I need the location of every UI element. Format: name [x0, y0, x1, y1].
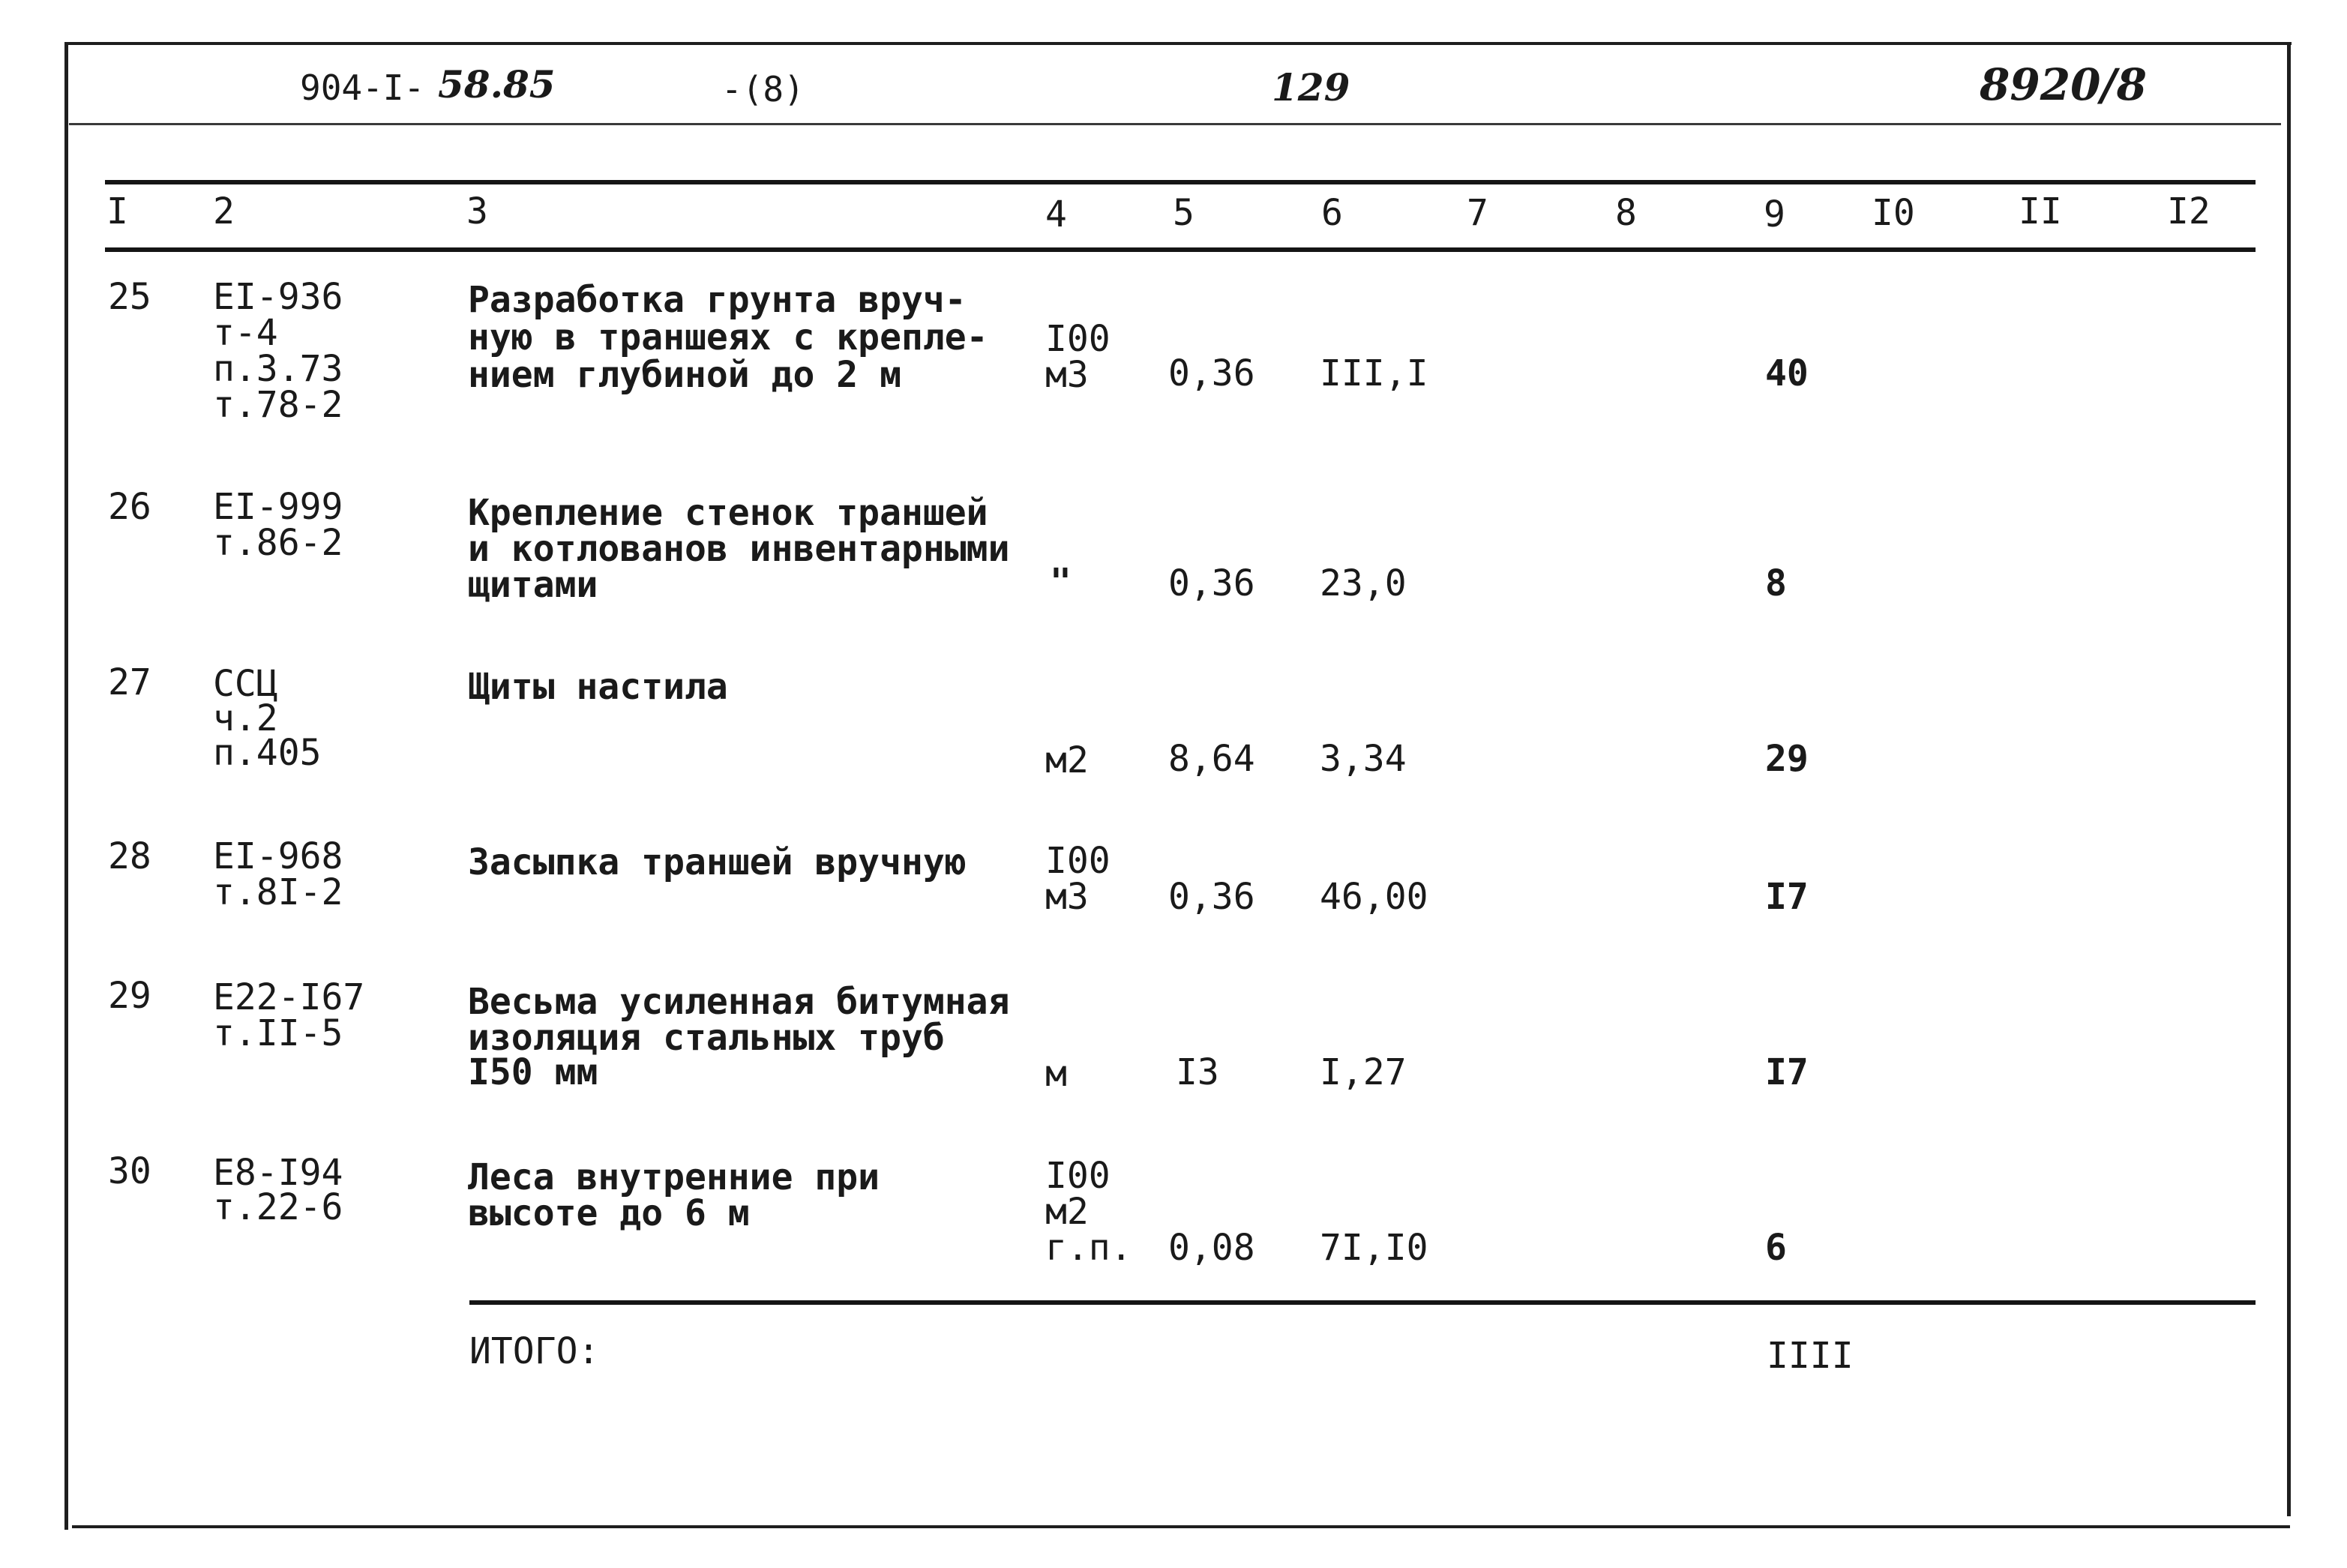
column-header-2: 2: [213, 190, 235, 232]
column-header-11: II: [2019, 190, 2062, 232]
work-name: Щиты настила: [468, 666, 728, 708]
total-cost: I7: [1765, 1051, 1809, 1093]
price-code: т.II-5: [213, 1012, 343, 1054]
total-cost: I7: [1765, 876, 1809, 918]
unit: ": [1050, 561, 1072, 603]
page-frame-bottom: [72, 1525, 2290, 1528]
unit-price: III,I: [1320, 352, 1428, 394]
column-header-4: 4: [1045, 193, 1067, 235]
unit: м: [1045, 1053, 1067, 1095]
price-code: EI-999: [213, 486, 343, 528]
header-divider: [69, 123, 2281, 125]
total-rule: [469, 1300, 2256, 1305]
column-header-3: 3: [466, 190, 488, 232]
total-cost: 40: [1765, 352, 1809, 394]
unit-price: 23,0: [1320, 562, 1407, 604]
work-name: I50 мм: [468, 1051, 598, 1093]
work-name: щитами: [468, 564, 598, 606]
unit-price: 7I,I0: [1320, 1227, 1428, 1269]
total-label: ИТОГО:: [469, 1330, 600, 1372]
unit: м2: [1045, 1191, 1089, 1233]
price-code: т.22-6: [213, 1186, 343, 1228]
page-frame-right: [2287, 42, 2291, 1516]
column-header-8: 8: [1615, 192, 1637, 234]
price-code: EI-936: [213, 276, 343, 318]
quantity: 8,64: [1168, 738, 1255, 780]
row-number: 26: [108, 486, 151, 528]
price-code: т-4: [213, 312, 278, 354]
row-number: 27: [108, 661, 151, 703]
work-name: ную в траншеях с крепле-: [468, 316, 988, 358]
column-header-1: I: [106, 190, 128, 232]
album-number: 8920/8: [1980, 59, 2147, 110]
total-cost: 29: [1765, 738, 1809, 780]
price-code: E22-I67: [213, 976, 365, 1018]
total-cost: 8: [1765, 562, 1787, 604]
unit: I00: [1045, 840, 1111, 882]
column-header-12: I2: [2167, 190, 2211, 232]
row-number: 30: [108, 1150, 151, 1192]
column-header-5: 5: [1173, 192, 1194, 234]
quantity: 0,36: [1168, 352, 1255, 394]
work-name: Крепление стенок траншей: [468, 492, 988, 534]
doc-number: 58.85: [438, 62, 556, 106]
price-code: E8-I94: [213, 1152, 343, 1194]
quantity: I3: [1176, 1051, 1219, 1093]
row-number: 28: [108, 835, 151, 877]
work-name: Засыпка траншей вручную: [468, 841, 967, 883]
work-name: изоляция стальных труб: [468, 1017, 945, 1059]
page-frame-left: [64, 43, 68, 1530]
unit: г.п.: [1045, 1227, 1132, 1269]
price-code: п.405: [213, 732, 322, 774]
column-header-10: I0: [1872, 192, 1915, 234]
price-code: т.78-2: [213, 384, 343, 426]
work-name: нием глубиной до 2 м: [468, 354, 901, 396]
unit-price: 3,34: [1320, 738, 1407, 780]
total-value: IIII: [1767, 1335, 1854, 1377]
column-header-7: 7: [1467, 192, 1488, 234]
row-number: 29: [108, 975, 151, 1017]
quantity: 0,36: [1168, 562, 1255, 604]
column-header-9: 9: [1764, 193, 1785, 235]
column-header-rule: [105, 247, 2256, 252]
work-name: высоте до 6 м: [468, 1192, 750, 1234]
quantity: 0,08: [1168, 1227, 1255, 1269]
doc-part: -(8): [721, 69, 805, 109]
unit: м3: [1045, 354, 1089, 396]
price-code: ССЦ: [213, 663, 278, 705]
table-top-rule: [105, 180, 2256, 184]
price-code: EI-968: [213, 835, 343, 877]
price-code: т.8I-2: [213, 871, 343, 913]
unit-price: 46,00: [1320, 876, 1428, 918]
column-header-6: 6: [1321, 192, 1343, 234]
row-number: 25: [108, 276, 151, 318]
price-code: ч.2: [213, 697, 278, 739]
price-code: т.86-2: [213, 522, 343, 564]
quantity: 0,36: [1168, 876, 1255, 918]
unit: I00: [1045, 318, 1111, 360]
unit: м2: [1045, 739, 1089, 781]
page-frame-top: [64, 42, 2292, 45]
unit-price: I,27: [1320, 1051, 1407, 1093]
doc-prefix: 904-I-: [300, 67, 425, 108]
work-name: Разработка грунта вруч-: [468, 279, 967, 321]
price-code: п.3.73: [213, 348, 343, 390]
unit: I00: [1045, 1155, 1111, 1197]
total-cost: 6: [1765, 1227, 1787, 1269]
work-name: и котлованов инвентарными: [468, 528, 1010, 570]
page-number: 129: [1272, 65, 1350, 109]
work-name: Леса внутренние при: [468, 1156, 880, 1198]
unit: м3: [1045, 876, 1089, 918]
work-name: Весьма усиленная битумная: [468, 981, 1010, 1023]
